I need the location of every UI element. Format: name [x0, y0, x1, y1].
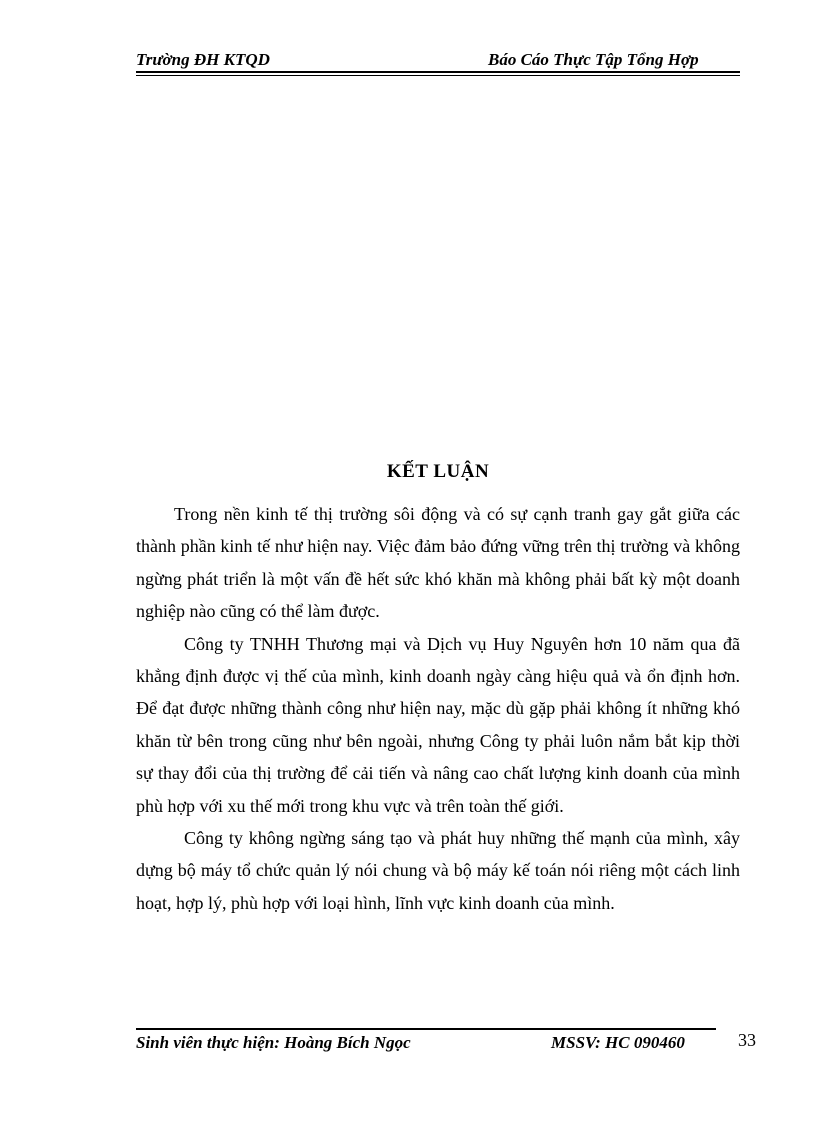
header-school: Trường ĐH KTQD	[136, 50, 270, 69]
paragraph: Công ty không ngừng sáng tạo và phát huy những thế mạnh của mình, xây dựng bộ máy tổ chức quản lý nói chung và bộ máy kế toán nói riêng một cách linh hoạt, hợp lý, phù hợp với loại hình, lĩnh vực kinh doanh của mình.	[136, 828, 740, 913]
footer-student-id: MSSV: HC 090460	[551, 1033, 685, 1052]
page-header	[136, 50, 740, 74]
footer-student: Sinh viên thực hiện: Hoàng Bích Ngọc	[136, 1033, 411, 1052]
footer-rule	[136, 1028, 716, 1030]
paragraph: Công ty TNHH Thương mại và Dịch vụ Huy Nguyên hơn 10 năm qua đã khẳng định được vị thế của mình, kinh doanh ngày càng hiệu quả và ổn định hơn. Để đạt được những thành công như hiện nay, mặc dù gặp phải không ít những khó khăn từ bên trong cũng như bên ngoài, nhưng Công ty phải luôn nắm bắt kịp thời sự thay đổi của thị trường để cải tiến và nâng cao chất lượng kinh doanh của mình phù hợp với xu thế mới trong khu vực và trên toàn thế giới.	[136, 633, 740, 816]
header-rule	[136, 71, 740, 73]
body-text	[136, 498, 740, 919]
header-rule-thin	[136, 75, 740, 76]
section-title: KẾT LUẬN	[386, 461, 490, 482]
header-report-title: Báo Cáo Thực Tập Tổng Hợp	[488, 50, 699, 69]
page-number: 33	[738, 1030, 756, 1050]
paragraph: Trong nền kinh tế thị trường sôi động và có sự cạnh tranh gay gắt giữa các thành phần kinh tế như hiện nay. Việc đảm bảo đứng vững trên thị trường và không ngừng phát triển là một vấn đề hết sức khó khăn mà không phải bất kỳ một doanh nghiệp nào cũng có thể làm được.	[136, 504, 740, 622]
